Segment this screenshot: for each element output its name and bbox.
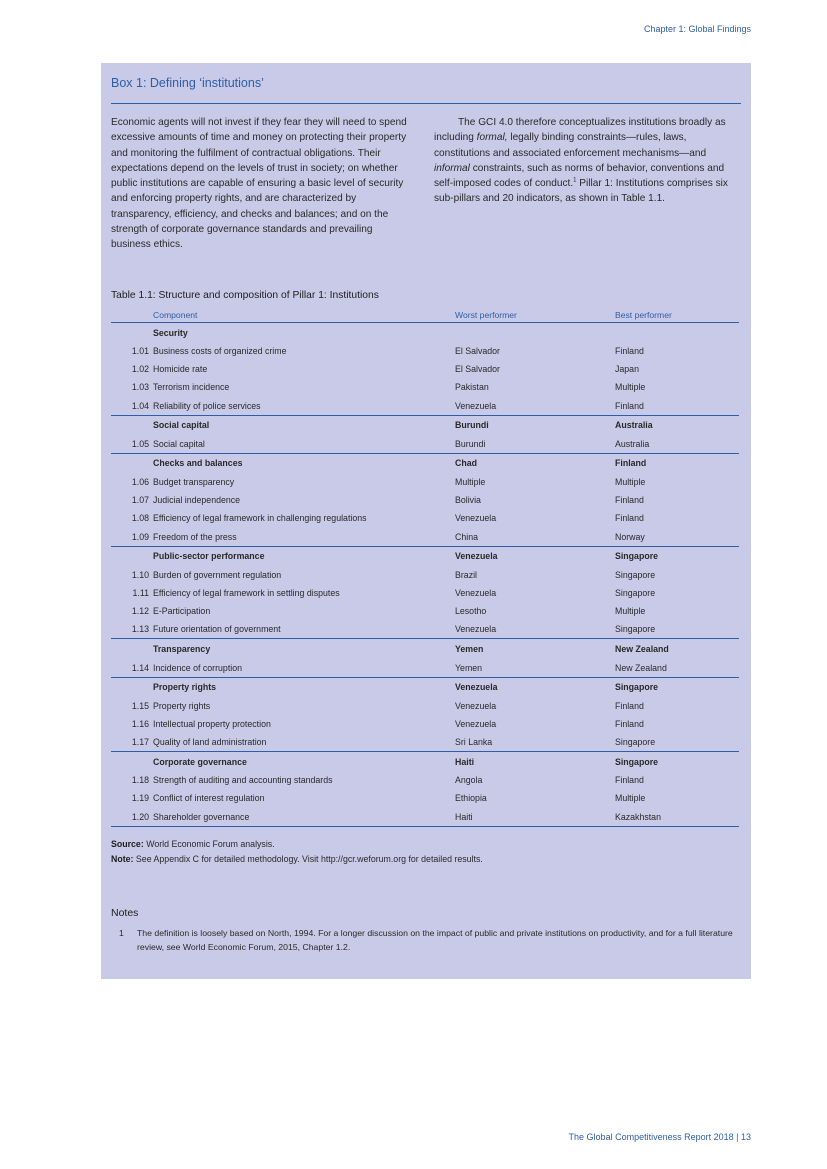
indicator-number: 1.11: [132, 587, 149, 598]
indicator-number: 1.02: [131, 364, 149, 375]
indicator-worst: Venezuela: [455, 400, 497, 411]
indicator-best: Multiple: [615, 793, 646, 804]
indicator-row: [111, 491, 739, 509]
note-item: [119, 926, 741, 954]
header-worst-performer: Worst performer: [455, 307, 615, 323]
indicator-row: [111, 789, 739, 807]
indicator-best: Finland: [615, 513, 644, 524]
indicator-component: Strength of auditing and accounting standards: [153, 775, 333, 786]
indicator-component: Burden of government regulation: [153, 569, 282, 580]
indicator-component: Efficiency of legal framework in challenging regulations: [153, 513, 367, 524]
subpillar-number: [111, 677, 153, 697]
table-body: [111, 323, 739, 827]
indicator-row: [111, 360, 739, 378]
subpillar-best: Singapore: [615, 546, 739, 566]
institutions-table: [111, 307, 739, 827]
indicator-best: Multiple: [615, 382, 646, 393]
box-right-column: [434, 115, 738, 207]
indicator-best: Multiple: [615, 606, 646, 617]
indicator-number: 1.03: [131, 382, 149, 393]
page-footer: The Global Competitiveness Report 2018 | 13: [568, 1132, 751, 1142]
indicator-number: 1.10: [131, 569, 149, 580]
indicator-best: Kazakhstan: [615, 808, 739, 827]
indicator-number: 1.01: [131, 346, 149, 357]
indicator-worst: Burundi: [455, 438, 486, 449]
indicator-number: 1.16: [131, 718, 149, 729]
indicator-worst: Bolivia: [455, 495, 481, 506]
subpillar-worst: Burundi: [455, 415, 615, 435]
indicator-component: E-Participation: [153, 606, 211, 617]
indicator-row: [111, 342, 739, 360]
subpillar-row: [111, 415, 739, 435]
emphasis-informal: informal: [434, 162, 470, 174]
running-head: Chapter 1: Global Findings: [643, 24, 751, 34]
subpillar-worst: [455, 323, 615, 343]
indicator-worst: Haiti: [455, 808, 615, 827]
subpillar-best: Singapore: [615, 752, 739, 772]
subpillar-row: [111, 546, 739, 566]
indicator-component: Business costs of organized crime: [153, 346, 287, 357]
indicator-row: [111, 397, 739, 416]
indicator-component: Quality of land administration: [153, 737, 267, 748]
indicator-best: Japan: [615, 364, 639, 375]
indicator-component: Intellectual property protection: [153, 718, 271, 729]
indicator-best: Singapore: [615, 737, 656, 748]
indicator-component: Property rights: [153, 700, 211, 711]
indicator-best: Singapore: [615, 624, 656, 635]
header-component: Component: [153, 307, 455, 323]
indicator-row: [111, 509, 739, 527]
indicator-worst: Venezuela: [455, 718, 497, 729]
indicator-row: [111, 378, 739, 396]
indicator-worst: Yemen: [455, 662, 483, 673]
indicator-worst: Venezuela: [455, 513, 497, 524]
indicator-best: Australia: [615, 438, 650, 449]
box-left-column: [111, 115, 415, 252]
box-title-rule: [111, 103, 741, 104]
subpillar-number: [111, 323, 153, 343]
indicator-row: [111, 733, 739, 752]
indicator-worst: Pakistan: [455, 382, 489, 393]
header-number: [111, 307, 153, 323]
indicator-worst: Ethiopia: [455, 793, 487, 804]
indicator-best: Multiple: [615, 477, 646, 488]
subpillar-best: [615, 323, 739, 343]
indicator-component: Conflict of interest regulation: [153, 793, 265, 804]
indicator-component: Future orientation of government: [153, 624, 281, 635]
indicator-row: [111, 528, 739, 547]
indicator-best: Singapore: [615, 569, 656, 580]
note-number: 1: [119, 928, 124, 938]
indicator-row: [111, 771, 739, 789]
indicator-worst: Venezuela: [455, 587, 497, 598]
indicator-best: Finland: [615, 346, 644, 357]
indicator-component: Homicide rate: [153, 364, 208, 375]
indicator-worst: Brazil: [455, 569, 477, 580]
subpillar-best: Singapore: [615, 677, 739, 697]
subpillar-worst: Chad: [455, 453, 615, 473]
subpillar-name: Transparency: [153, 639, 455, 659]
subpillar-name: Public-sector performance: [153, 546, 455, 566]
indicator-number: 1.19: [131, 793, 149, 804]
subpillar-name: Checks and balances: [153, 453, 455, 473]
box-title: Box 1: Defining ‘institutions’: [111, 76, 264, 90]
indicator-worst: Venezuela: [455, 700, 497, 711]
subpillar-number: [111, 752, 153, 772]
indicator-number: 1.12: [131, 606, 149, 617]
indicator-worst: Sri Lanka: [455, 737, 493, 748]
indicator-best: Norway: [615, 531, 645, 542]
indicator-number: 1.07: [131, 495, 149, 506]
right-paragraph: The GCI 4.0 therefore conceptualizes institutions broadly as including formal, legally binding constraints—rules, laws, constitutions and associated enforcement mechanisms—and informal constraints, such as norms of behavior, conventions and self-imposed codes of conduct.$^1$ Pillar 1: Institutions comprises six sub-pillars and 20 indicators, as shown in Table 1.1.: [434, 117, 728, 205]
indicator-worst: El Salvador: [455, 346, 500, 357]
indicator-worst: Venezuela: [455, 624, 497, 635]
indicator-worst: China: [455, 531, 478, 542]
indicator-component: Terrorism incidence: [153, 382, 230, 393]
subpillar-row: [111, 323, 739, 343]
subpillar-name: Property rights: [153, 677, 455, 697]
indicator-row: [111, 435, 739, 454]
indicator-worst: Lesotho: [455, 606, 487, 617]
subpillar-best: Australia: [615, 415, 739, 435]
indicator-best: Finland: [615, 495, 644, 506]
subpillar-name: Social capital: [153, 415, 455, 435]
emphasis-formal: formal,: [476, 132, 508, 144]
indicator-row: [111, 620, 739, 639]
indicator-component: Reliability of police services: [153, 400, 261, 411]
subpillar-number: [111, 415, 153, 435]
indicator-number: 1.18: [131, 775, 149, 786]
definition-box: [101, 63, 751, 979]
indicator-row: [111, 658, 739, 677]
subpillar-row: [111, 639, 739, 659]
indicator-best: New Zealand: [615, 662, 667, 673]
indicator-component: Shareholder governance: [153, 808, 455, 827]
indicator-component: Budget transparency: [153, 477, 235, 488]
indicator-row: [111, 697, 739, 715]
indicator-number: 1.06: [131, 477, 149, 488]
indicator-worst: Angola: [455, 775, 483, 786]
indicator-best: Finland: [615, 400, 644, 411]
subpillar-best: Finland: [615, 453, 739, 473]
indicator-number: 1.20: [111, 808, 153, 827]
note-text: The definition is loosely based on North, 1994. For a longer discussion on the impact of public and private institutions on productivity, and for a full literature review, see World Economic Forum, 2015, Chapter 1.2.: [137, 928, 733, 952]
footnote-ref[interactable]: 1: [573, 177, 577, 184]
indicator-row: [111, 808, 739, 827]
indicator-row: [111, 566, 739, 584]
indicator-number: 1.17: [131, 737, 149, 748]
indicator-number: 1.15: [131, 700, 149, 711]
subpillar-worst: Yemen: [455, 639, 615, 659]
subpillar-number: [111, 546, 153, 566]
indicator-component: Incidence of corruption: [153, 662, 242, 673]
subpillar-name: Security: [153, 327, 188, 338]
subpillar-number: [111, 453, 153, 473]
indicator-best: Finland: [615, 775, 644, 786]
indicator-component: Efficiency of legal framework in settling disputes: [153, 587, 340, 598]
indicator-best: Finland: [615, 718, 644, 729]
indicator-row: [111, 602, 739, 620]
subpillar-best: New Zealand: [615, 639, 739, 659]
indicator-worst: Multiple: [455, 477, 486, 488]
subpillar-worst: Haiti: [455, 752, 615, 772]
indicator-row: [111, 584, 739, 602]
subpillar-row: [111, 453, 739, 473]
indicator-number: 1.13: [131, 624, 149, 635]
note-line: Note: See Appendix C for detailed methodology. Visit http://gcr.weforum.org for detailed results.: [111, 854, 483, 864]
header-best-performer: Best performer: [615, 307, 739, 323]
table-title: Table 1.1: Structure and composition of Pillar 1: Institutions: [111, 290, 379, 301]
indicator-component: Judicial independence: [153, 495, 241, 506]
indicator-number: 1.04: [131, 400, 149, 411]
notes-heading: Notes: [111, 907, 139, 919]
indicator-number: 1.08: [131, 513, 149, 524]
indicator-row: [111, 715, 739, 733]
source-line: Source: World Economic Forum analysis.: [111, 839, 275, 849]
subpillar-row: [111, 752, 739, 772]
subpillar-worst: Venezuela: [455, 546, 615, 566]
left-paragraph: Economic agents will not invest if they fear they will need to spend excessive amounts of time and money on protecting their property and monitoring the fulfilment of contractual obligations. Their expectations depend on the levels of trust in society; on whether public institutions are capable of ensuring a basic level of security and enforcing property rights, and are characterized by transparency, efficiency, and checks and balances; and on the strength of corporate governance standards and prevailing business ethics.: [111, 117, 407, 250]
subpillar-number: [111, 639, 153, 659]
indicator-component: Freedom of the press: [153, 531, 237, 542]
subpillar-name: Corporate governance: [153, 752, 455, 772]
subpillar-row: [111, 677, 739, 697]
indicator-number: 1.09: [131, 531, 149, 542]
indicator-best: Finland: [615, 700, 644, 711]
indicator-best: Singapore: [615, 587, 656, 598]
indicator-number: 1.14: [131, 662, 149, 673]
table-header-row: [111, 307, 739, 323]
indicator-component: Social capital: [153, 438, 205, 449]
indicator-number: 1.05: [131, 438, 149, 449]
indicator-row: [111, 473, 739, 491]
indicator-worst: El Salvador: [455, 364, 500, 375]
subpillar-worst: Venezuela: [455, 677, 615, 697]
